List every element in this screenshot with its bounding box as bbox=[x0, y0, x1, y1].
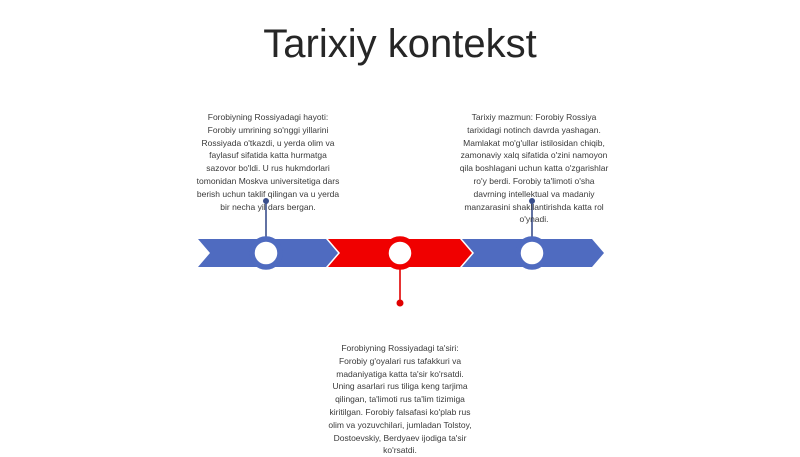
note-russia-influence: Forobiyning Rossiyadagi ta'siri: Forobiy g'oyalari rus tafakkuri va madaniyatiga katta ta'sir ko'rsatdi. Uning asarlari rus tiliga keng tarjima qilingan, ta'limoti rus ta'lim tizimiga kiritilgan. Forobiy falsafasi ko'plab rus olim va yozuvchilari, jumladan Tolstoy, Dostoevskiy, Berdyaev ijodiga ta'sir ko'rsatdi. bbox=[328, 343, 472, 456]
timeline-marker-1 bbox=[252, 239, 280, 267]
note-historical-context: Tarixiy mazmun: Forobiy Rossiya tarixidagi notinch davrda yashagan. Mamlakat mo'g'ullar istilosidan chiqib, zamonaviy xalq sifatida o'zini namoyon qila boshlagani uchun katta o'zgarishlar ro'y berdi. Forobiy ta'limoti o'sha davrning intellektual va madaniy manzarasini shakllantirishda katta rol o'ynadi. bbox=[459, 112, 609, 225]
slide-title: Tarixiy kontekst bbox=[263, 22, 537, 66]
timeline-marker-3 bbox=[518, 239, 546, 267]
timeline-marker-2 bbox=[386, 239, 414, 267]
note-russia-life: Forobiyning Rossiyadagi hayoti: Forobiy umrining so'nggi yillarini Rossiyada o'tkazdi, u yerda olim va faylasuf sifatida katta hurmatga sazovor bo'ldi. U rus hukmdorlari tomonidan Moskva universitetiga dars berish uchun taklif qilingan va u yerda bir necha yil dars bergan. bbox=[196, 112, 340, 212]
timeline-connector-dot-2 bbox=[397, 300, 404, 307]
